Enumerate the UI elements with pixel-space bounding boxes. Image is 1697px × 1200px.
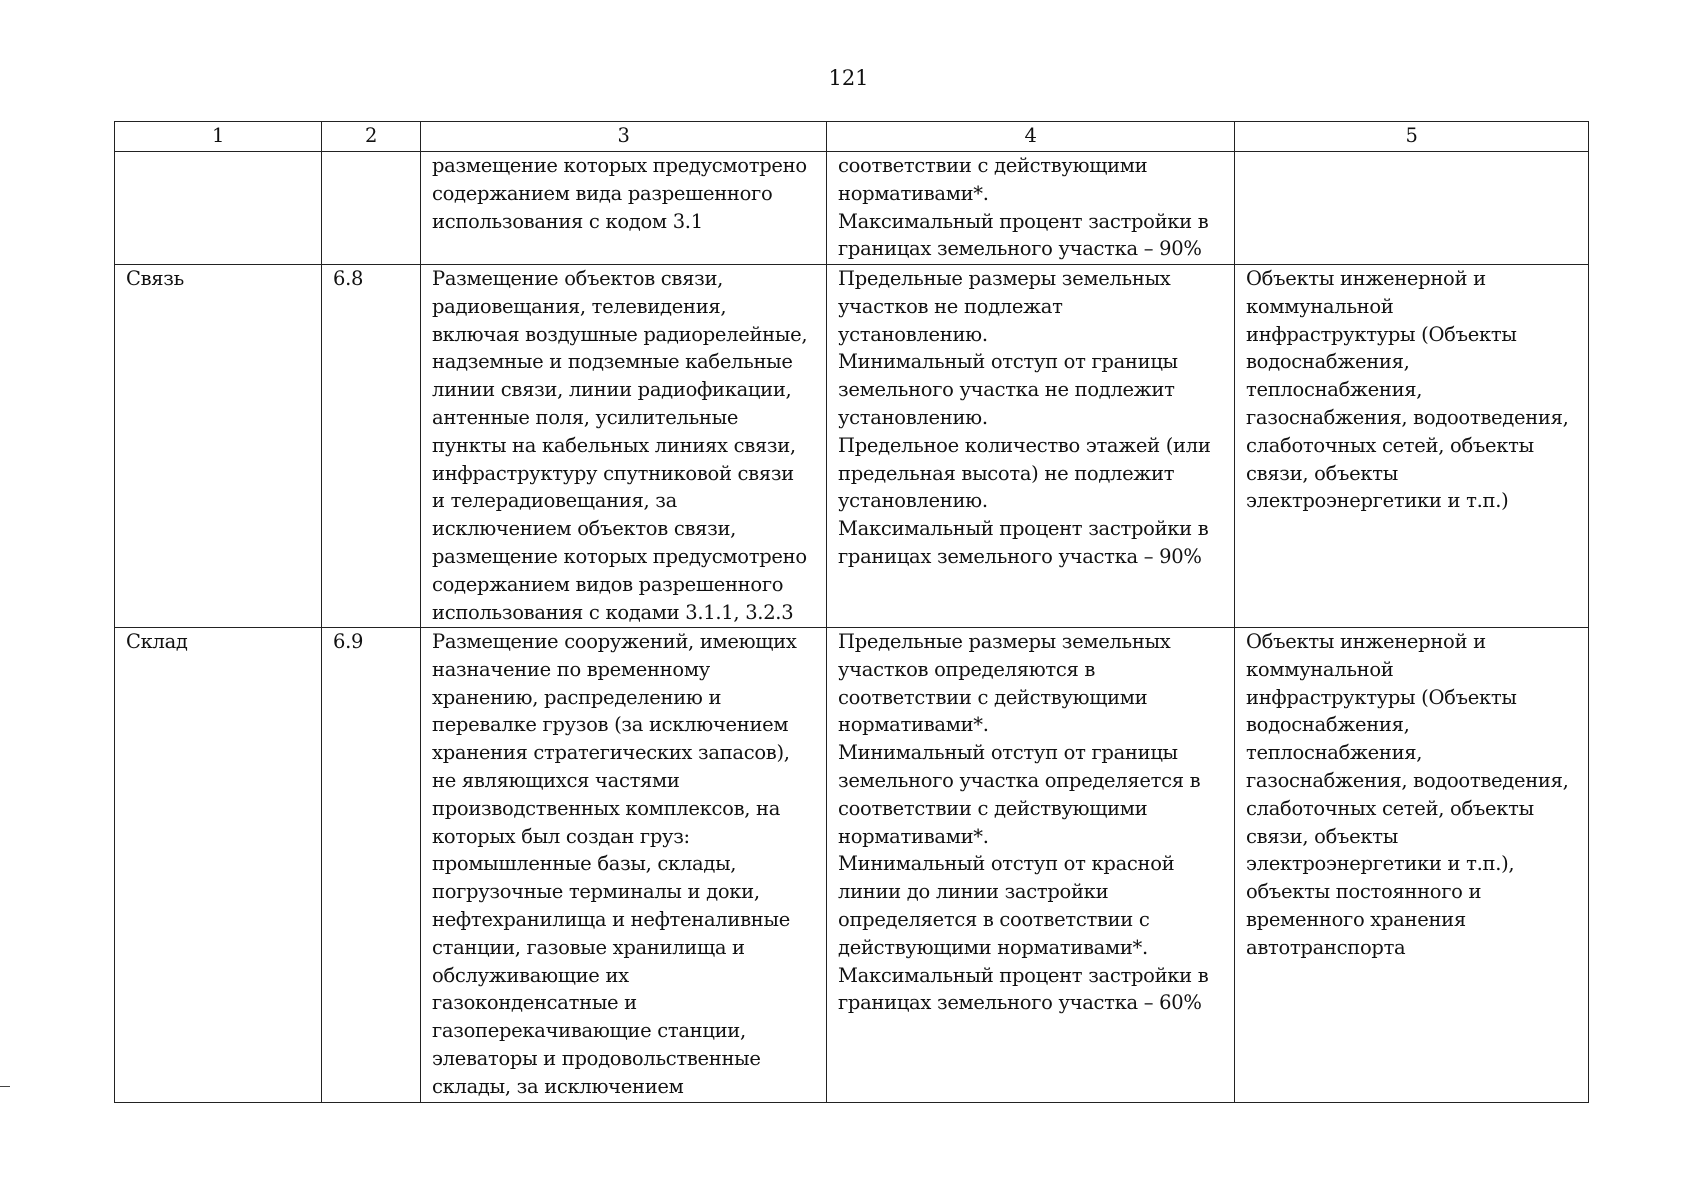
header-col-2: 2 <box>322 122 421 152</box>
cell-code: 6.9 <box>322 628 421 1103</box>
header-col-3: 3 <box>421 122 827 152</box>
cell-description: размещение которых предусмотрено содержанием вида разрешенного использования с кодом 3.1 <box>421 152 827 265</box>
cell-parameters: соответствии с действующими нормативами*. Максимальный процент застройки в границах земельного участка – 90% <box>827 152 1235 265</box>
table-row <box>115 265 1589 628</box>
table-row <box>115 152 1589 265</box>
margin-mark <box>0 1086 10 1087</box>
header-col-5: 5 <box>1235 122 1589 152</box>
table-row <box>115 628 1589 1103</box>
cell-name <box>115 152 322 265</box>
cell-auxiliary <box>1235 152 1589 265</box>
cell-name: Связь <box>115 265 322 628</box>
cell-parameters: Предельные размеры земельных участков не подлежат установлению. Минимальный отступ от границы земельного участка не подлежит установлению. Предельное количество этажей (или предельная высота) не подлежит установлению. Максимальный процент застройки в границах земельного участка – 90% <box>827 265 1235 628</box>
cell-auxiliary: Объекты инженерной и коммунальной инфраструктуры (Объекты водоснабжения, теплоснабжения, газоснабжения, водоотведения, слаботочных сетей, объекты связи, объекты электроэнергетики и т.п.), объекты постоянного и временного хранения автотранспорта <box>1235 628 1589 1103</box>
cell-code: 6.8 <box>322 265 421 628</box>
land-use-table <box>114 121 1589 1103</box>
header-col-4: 4 <box>827 122 1235 152</box>
cell-code <box>322 152 421 265</box>
header-row <box>115 122 1589 152</box>
cell-description: Размещение объектов связи, радиовещания, телевидения, включая воздушные радиорелейные, надземные и подземные кабельные линии связи, линии радиофикации, антенные поля, усилительные пункты на кабельных линиях связи, инфраструктуру спутниковой связи и телерадиовещания, за исключением объектов связи, размещение которых предусмотрено содержанием видов разрешенного использования с кодами 3.1.1, 3.2.3 <box>421 265 827 628</box>
header-col-1: 1 <box>115 122 322 152</box>
page-number: 121 <box>828 66 869 90</box>
cell-description: Размещение сооружений, имеющих назначение по временному хранению, распределению и перевалке грузов (за исключением хранения стратегических запасов), не являющихся частями производственных комплексов, на которых был создан груз: промышленные базы, склады, погрузочные терминалы и доки, нефтехранилища и нефтеналивные станции, газовые хранилища и обслуживающие их газоконденсатные и газоперекачивающие станции, элеваторы и продовольственные склады, за исключением <box>421 628 827 1103</box>
cell-name: Склад <box>115 628 322 1103</box>
cell-parameters: Предельные размеры земельных участков определяются в соответствии с действующими нормативами*. Минимальный отступ от границы земельного участка определяется в соответствии с действующими нормативами*. Минимальный отступ от красной линии до линии застройки определяется в соответствии с действующими нормативами*. Максимальный процент застройки в границах земельного участка – 60% <box>827 628 1235 1103</box>
cell-auxiliary: Объекты инженерной и коммунальной инфраструктуры (Объекты водоснабжения, теплоснабжения, газоснабжения, водоотведения, слаботочных сетей, объекты связи, объекты электроэнергетики и т.п.) <box>1235 265 1589 628</box>
